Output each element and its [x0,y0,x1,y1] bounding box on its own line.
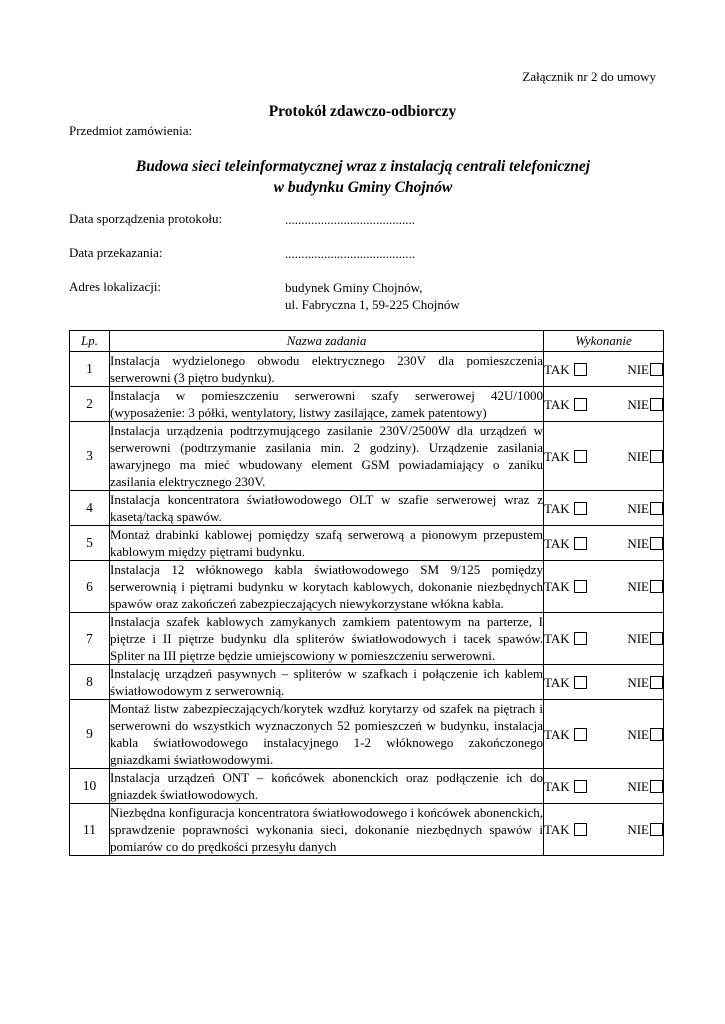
yes-label: TAK [544,396,570,412]
header-lp: Lp. [70,331,110,352]
table-row [70,422,664,491]
yes-checkbox[interactable] [574,780,587,793]
no-option[interactable] [627,362,663,377]
row-number: 11 [70,804,110,856]
yes-checkbox[interactable] [574,502,587,515]
task-description: Instalacja koncentratora światłowodowego OLT w szafie serwerowej wraz z kasetą/tacką spawów. [110,492,543,524]
no-checkbox[interactable] [650,780,663,793]
no-option[interactable] [627,501,663,516]
table-row [70,804,664,856]
no-option[interactable] [627,675,663,690]
header-task: Nazwa zadania [110,331,544,352]
task-description: Montaż listw zabezpieczających/korytek wzdłuż korytarzy od szafek na piętrach i serwerowni do wszystkich wyznaczonych 52 pomieszczeń w budynku, instalacja kabla światłowodowego instalacyjnego 1-2 włóknowego zakończonego gniazdkami światłowodowymi. [110,701,543,767]
no-checkbox[interactable] [650,580,663,593]
yes-label: TAK [544,361,570,377]
yes-label: TAK [544,778,570,794]
completion-cell [544,526,664,561]
table-row [70,665,664,700]
no-option[interactable] [627,822,663,837]
yes-label: TAK [544,500,570,516]
yes-label: TAK [544,535,570,551]
no-option[interactable] [627,779,663,794]
yes-checkbox[interactable] [574,580,587,593]
table-row [70,491,664,526]
address-line-1: budynek Gminy Chojnów, [285,280,423,295]
no-label: NIE [627,631,649,646]
table-row [70,700,664,769]
table-row [70,561,664,613]
task-description: Instalacja szafek kablowych zamykanych zamkiem patentowym na parterze, I piętrze i II piętrze budynku dla spliterów światłowodowych i tacek spawów. Spliter na III piętrze będzie umiejscowiony w pomieszczeniu serwerowni. [110,614,543,663]
project-title-line-1: Budowa sieci teleinformatycznej wraz z instalacją centrali telefonicznej [135,158,591,175]
no-label: NIE [627,674,649,690]
no-label: NIE [627,500,649,516]
row-number: 4 [70,491,110,526]
task-description: Instalacja wydzielonego obwodu elektrycznego 230V dla pomieszczenia serwerowni (3 piętro budynku). [110,353,543,385]
handover-date-value: ........................................ [285,246,415,261]
yes-option[interactable] [544,397,587,412]
header-done: Wykonanie [544,331,664,352]
yes-option[interactable] [544,449,587,464]
yes-option[interactable] [544,822,587,837]
yes-label: TAK [544,631,570,646]
yes-checkbox[interactable] [574,363,587,376]
yes-label: TAK [544,579,570,594]
yes-option[interactable] [544,579,587,594]
no-checkbox[interactable] [650,676,663,689]
protocol-date-value: ........................................ [285,212,415,227]
yes-option[interactable] [544,727,587,742]
task-description: Instalacja 12 włóknowego kabla światłowodowego SM 9/125 pomiędzy serwerownią i piętrami budynku w korytach kablowych, dokonanie niezbędnych spawów oraz zakończeń zabezpieczających niewykorzystane włókna kabla. [110,562,543,611]
completion-cell [544,387,664,422]
no-label: NIE [627,396,649,412]
table-row [70,613,664,665]
no-label: NIE [627,448,649,464]
yes-label: TAK [544,822,570,837]
row-number: 3 [70,422,110,491]
completion-cell [544,352,664,387]
yes-option[interactable] [544,675,587,690]
table-header-row [70,331,664,352]
no-checkbox[interactable] [650,502,663,515]
project-title-line-2: w budynku Gminy Chojnów [273,179,453,196]
no-label: NIE [627,822,649,837]
subject-label: Przedmiot zamówienia: [69,123,193,138]
no-checkbox[interactable] [650,398,663,411]
task-description: Instalacja urządzeń ONT – końcówek abonenckich oraz podłączenie ich do gniazdek światłowodowych. [110,770,543,802]
no-label: NIE [627,579,649,594]
no-checkbox[interactable] [650,632,663,645]
table-row [70,526,664,561]
completion-cell [544,769,664,804]
row-number: 8 [70,665,110,700]
task-description: Instalacja w pomieszczeniu serwerowni szafy serwerowej 42U/1000 (wyposażenie: 3 półki, wentylatory, listwy zasilające, zamek patentowy) [110,388,543,420]
yes-option[interactable] [544,631,587,646]
row-number: 6 [70,561,110,613]
table-row [70,352,664,387]
no-option[interactable] [627,579,663,594]
no-checkbox[interactable] [650,450,663,463]
yes-checkbox[interactable] [574,823,587,836]
row-number: 1 [70,352,110,387]
yes-option[interactable] [544,536,587,551]
yes-checkbox[interactable] [574,537,587,550]
yes-option[interactable] [544,362,587,377]
row-number: 2 [70,387,110,422]
no-label: NIE [627,726,649,742]
yes-option[interactable] [544,779,587,794]
task-description: Niezbędna konfiguracja koncentratora światłowodowego i końcówek abonenckich, sprawdzenie poprawności wykonania sieci, dokonanie niezbędnych spawów i pomiarów co do prędkości przesyłu danych [110,805,543,854]
yes-checkbox[interactable] [574,728,587,741]
yes-checkbox[interactable] [574,398,587,411]
yes-checkbox[interactable] [574,676,587,689]
row-number: 10 [70,769,110,804]
no-checkbox[interactable] [650,823,663,836]
no-checkbox[interactable] [650,537,663,550]
completion-cell [544,422,664,491]
yes-label: TAK [544,726,570,742]
task-description: Instalacja urządzenia podtrzymującego zasilanie 230V/2500W dla urządzeń w serwerowni (podtrzymanie zasilania min. 2 godziny). Urządzenie zasilania awaryjnego ma mieć wbudowany element GSM powiadamiający o zaniku zasilania elektrycznego 230V. [110,423,543,489]
table-row [70,769,664,804]
no-option[interactable] [627,449,663,464]
no-checkbox[interactable] [650,728,663,741]
address-label: Adres lokalizacji: [69,279,162,294]
no-option[interactable] [627,397,663,412]
completion-cell [544,491,664,526]
annex-label: Załącznik nr 2 do umowy [522,69,656,84]
project-title [69,156,657,198]
address-value [285,279,460,313]
row-number: 9 [70,700,110,769]
protocol-date-label: Data sporządzenia protokołu: [69,211,223,226]
row-number: 7 [70,613,110,665]
task-description: Instalację urządzeń pasywnych – spliterów w szafkach i połączenie ich kablem światłowodowym z serwerownią. [110,666,543,698]
handover-date-label: Data przekazania: [69,245,163,260]
row-number: 5 [70,526,110,561]
no-option[interactable] [627,536,663,551]
no-option[interactable] [627,727,663,742]
no-label: NIE [627,535,649,551]
completion-cell [544,613,664,665]
yes-label: TAK [544,674,570,690]
completion-cell [544,700,664,769]
yes-label: TAK [544,448,570,464]
document-title: Protokół zdawczo-odbiorczy [268,103,457,120]
no-label: NIE [627,361,649,377]
completion-cell [544,665,664,700]
no-checkbox[interactable] [650,363,663,376]
tasks-body [70,352,664,856]
no-label: NIE [627,778,649,794]
yes-checkbox[interactable] [574,450,587,463]
completion-cell [544,561,664,613]
table-row [70,387,664,422]
tasks-table [69,330,664,856]
yes-checkbox[interactable] [574,632,587,645]
yes-option[interactable] [544,501,587,516]
task-description: Montaż drabinki kablowej pomiędzy szafą serwerową a pionowym przepustem kablowym między piętrami budynku. [110,527,543,559]
address-line-2: ul. Fabryczna 1, 59-225 Chojnów [285,297,460,312]
no-option[interactable] [627,631,663,646]
completion-cell [544,804,664,856]
